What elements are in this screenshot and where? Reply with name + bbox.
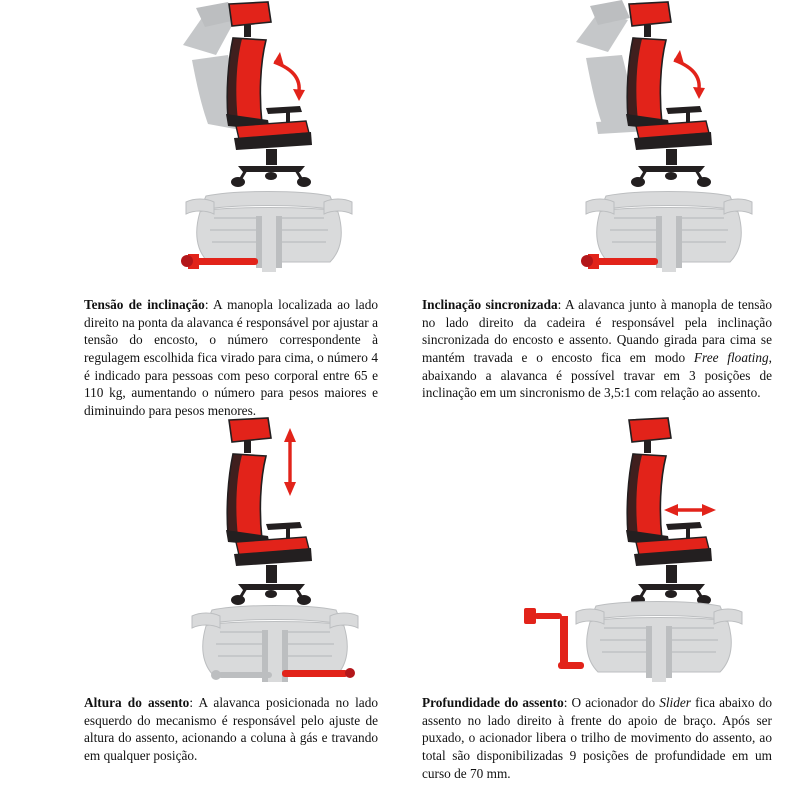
chair-top-view (181, 192, 352, 273)
body-part-2: fica abaixo do assento no lado direito à frente do apoio de braço. Após ser puxado, o acionador libera o trilho de movimento do assento, ao total são disponibilizadas 9 posições de profundidade em um curso de 70 mm. (422, 695, 772, 781)
body-part-1: A alavanca junto à manopla de tensão no lado direito da cadeira é responsável pela inclinação sincronizada do encosto e assento. Quando girada para cima se mantém travada e o encosto fica em modo (422, 297, 772, 366)
vertical-double-arrow (284, 428, 296, 496)
slider-actuator-highlight (524, 608, 584, 669)
figure-tensao-de-inclinacao (0, 0, 400, 285)
term-separator: : (204, 297, 214, 312)
term-profundidade-do-assento: Profundidade do assento (422, 695, 564, 710)
term-separator: : (189, 695, 199, 710)
figure-inclinacao-sincronizada (400, 0, 800, 285)
chair-top-view (581, 192, 752, 273)
body-part-1: O acionador do (571, 695, 660, 710)
panel-tensao-de-inclinacao (0, 0, 400, 419)
figure-altura-do-assento (0, 412, 400, 682)
curved-recline-arrow (674, 50, 705, 99)
body-part-italic: Slider (659, 695, 691, 710)
figure-profundidade-do-assento (400, 412, 800, 682)
term-tensao-de-inclinacao: Tensão de inclinação (84, 297, 205, 312)
body-tensao-de-inclinacao: A manopla localizada ao lado direito na ponta da alavanca é responsável por ajustar a tensão do encosto, o número correspondente à regulagem escolhida fica virado para cima, o número 4 é indicado para pessoas com peso corporal entre 65 e 110 kg, aumentando o número para pesos maiores e diminuindo para pesos menores. (84, 297, 378, 419)
body-altura-do-assento: A alavanca posicionada no lado esquerdo do mecanismo é responsável pelo ajuste de altura do assento, acionando a coluna à gás e travando em qualquer posição. (84, 695, 379, 764)
body-part-italic: Free floating (693, 350, 769, 366)
term-separator: : (557, 297, 565, 312)
term-altura-do-assento: Altura do assento (84, 695, 190, 710)
chair-top-view (192, 606, 358, 683)
chair-side-and-top-view (400, 0, 800, 285)
term-separator: : (563, 695, 572, 710)
panel-inclinacao-sincronizada (400, 0, 800, 412)
panel-profundidade-do-assento (400, 412, 800, 800)
chair-top-view (524, 602, 742, 683)
caption-tensao-de-inclinacao (0, 296, 400, 420)
curved-recline-arrow (274, 52, 305, 101)
chair-side-and-top-view (400, 412, 800, 682)
body-part-2: , abaixando a alavanca é possível travar em 3 posições de inclinação em um sincronismo de 3,5:1 com relação ao assento. (422, 350, 772, 401)
chair-side-and-top-view (0, 412, 400, 682)
caption-altura-do-assento (0, 694, 400, 765)
chair-side-and-top-view (0, 0, 400, 285)
caption-profundidade-do-assento (400, 694, 800, 782)
caption-inclinacao-sincronizada (400, 296, 800, 402)
horizontal-double-arrow (664, 504, 716, 516)
term-inclinacao-sincronizada: Inclinação sincronizada (422, 297, 558, 312)
panel-altura-do-assento (0, 412, 400, 800)
